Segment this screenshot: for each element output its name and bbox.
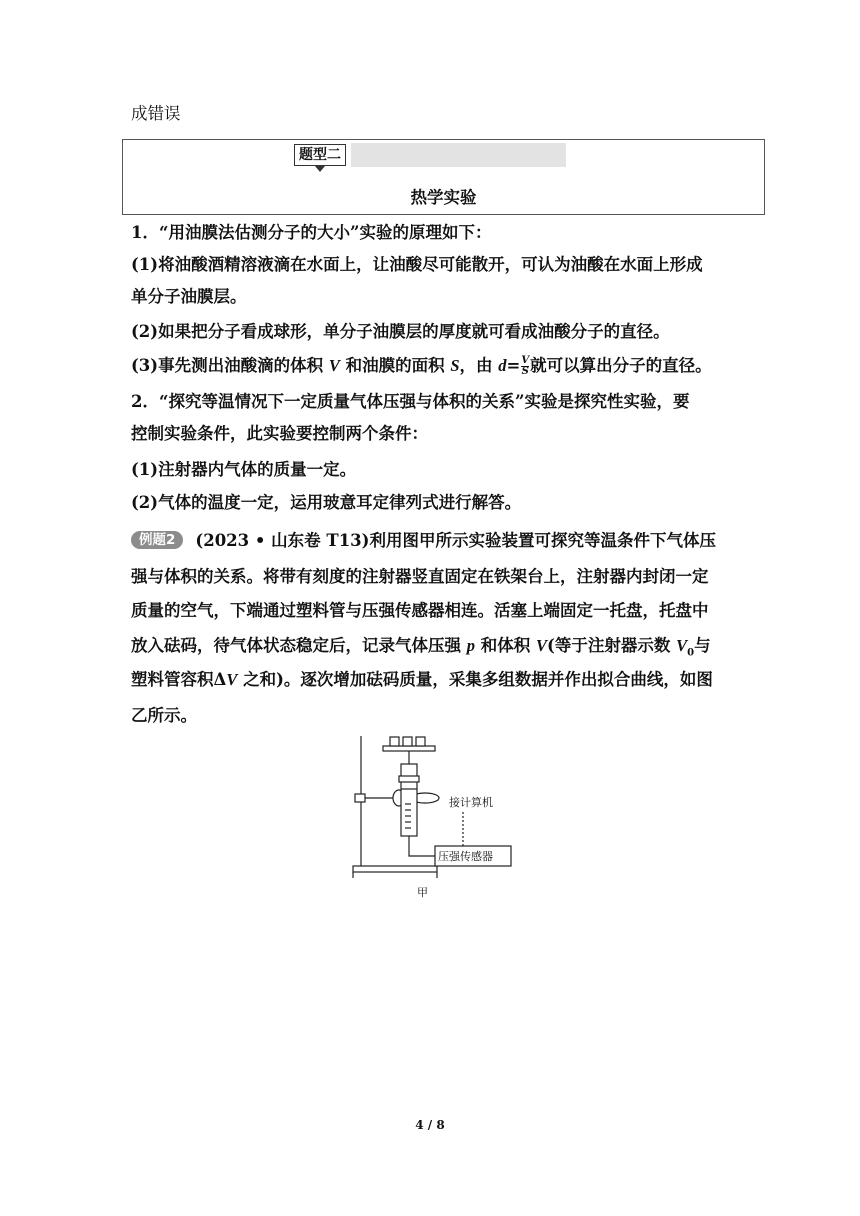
item-1-line: 1．“用油膜法估测分子的大小”实验的原理如下：	[131, 223, 492, 242]
item-1-2-line: (2)如果把分子看成球形，单分子油膜层的厚度就可看成油酸分子的直径。	[131, 322, 670, 341]
item-1-1-line: (1)将油酸酒精溶液滴在水面上，让油酸尽可能散开，可认为油酸在水面上形成	[131, 255, 703, 274]
figure-caption: 甲	[417, 886, 428, 899]
example-line-5: 塑料管容积ΔV 之和)。逐次增加砝码质量，采集多组数据并作出拟合曲线，如图	[131, 670, 713, 689]
example-line-1: 例题2 (2023 • 山东卷 T13)利用图甲所示实验装置可探究等温条件下气体压	[131, 531, 741, 551]
section-header	[122, 139, 765, 215]
example-badge: 例题2	[131, 531, 183, 549]
fraction-v-over-s: $\frac{V}{S}$	[521, 355, 530, 377]
page-number: 4 / 8	[415, 1118, 445, 1132]
item-2-line: 2．“探究等温情况下一定质量气体压强与体积的关系”实验是探究性实验，要	[131, 392, 690, 411]
example-line-4: 放入砝码，待气体状态稳定后，记录气体压强 p 和体积 V(等于注射器示数 $V_0$与	[131, 636, 711, 659]
example-line-2: 强与体积的关系。将带有刻度的注射器竖直固定在铁架台上，注射器内封闭一定	[131, 567, 709, 586]
item-2-1-line: (1)注射器内气体的质量一定。	[131, 460, 357, 479]
example-line-3: 质量的空气，下端通过塑料管与压强传感器相连。活塞上端固定一托盘，托盘中	[131, 601, 709, 620]
item-2-cont: 控制实验条件，此实验要控制两个条件：	[131, 424, 428, 443]
top-fragment: 成错误	[131, 104, 181, 123]
item-1-3-line: (3)事先测出油酸滴的体积 V 和油膜的面积 S，由 d= $\frac{V}{S}$ 就可以算出分子的直径。	[131, 355, 712, 377]
item-1-1-cont: 单分子油膜层。	[131, 287, 247, 306]
apparatus-drawing	[345, 734, 515, 882]
apparatus-figure	[345, 734, 515, 886]
section-tag: 题型二	[294, 144, 346, 166]
example-line-6: 乙所示。	[131, 706, 197, 725]
label-computer: 接计算机	[449, 796, 493, 809]
item-2-2-line: (2)气体的温度一定，运用玻意耳定律列式进行解答。	[131, 493, 522, 512]
label-sensor: 压强传感器	[438, 850, 493, 863]
section-title: 热学实验	[410, 188, 477, 207]
section-tag-bar	[351, 143, 566, 167]
